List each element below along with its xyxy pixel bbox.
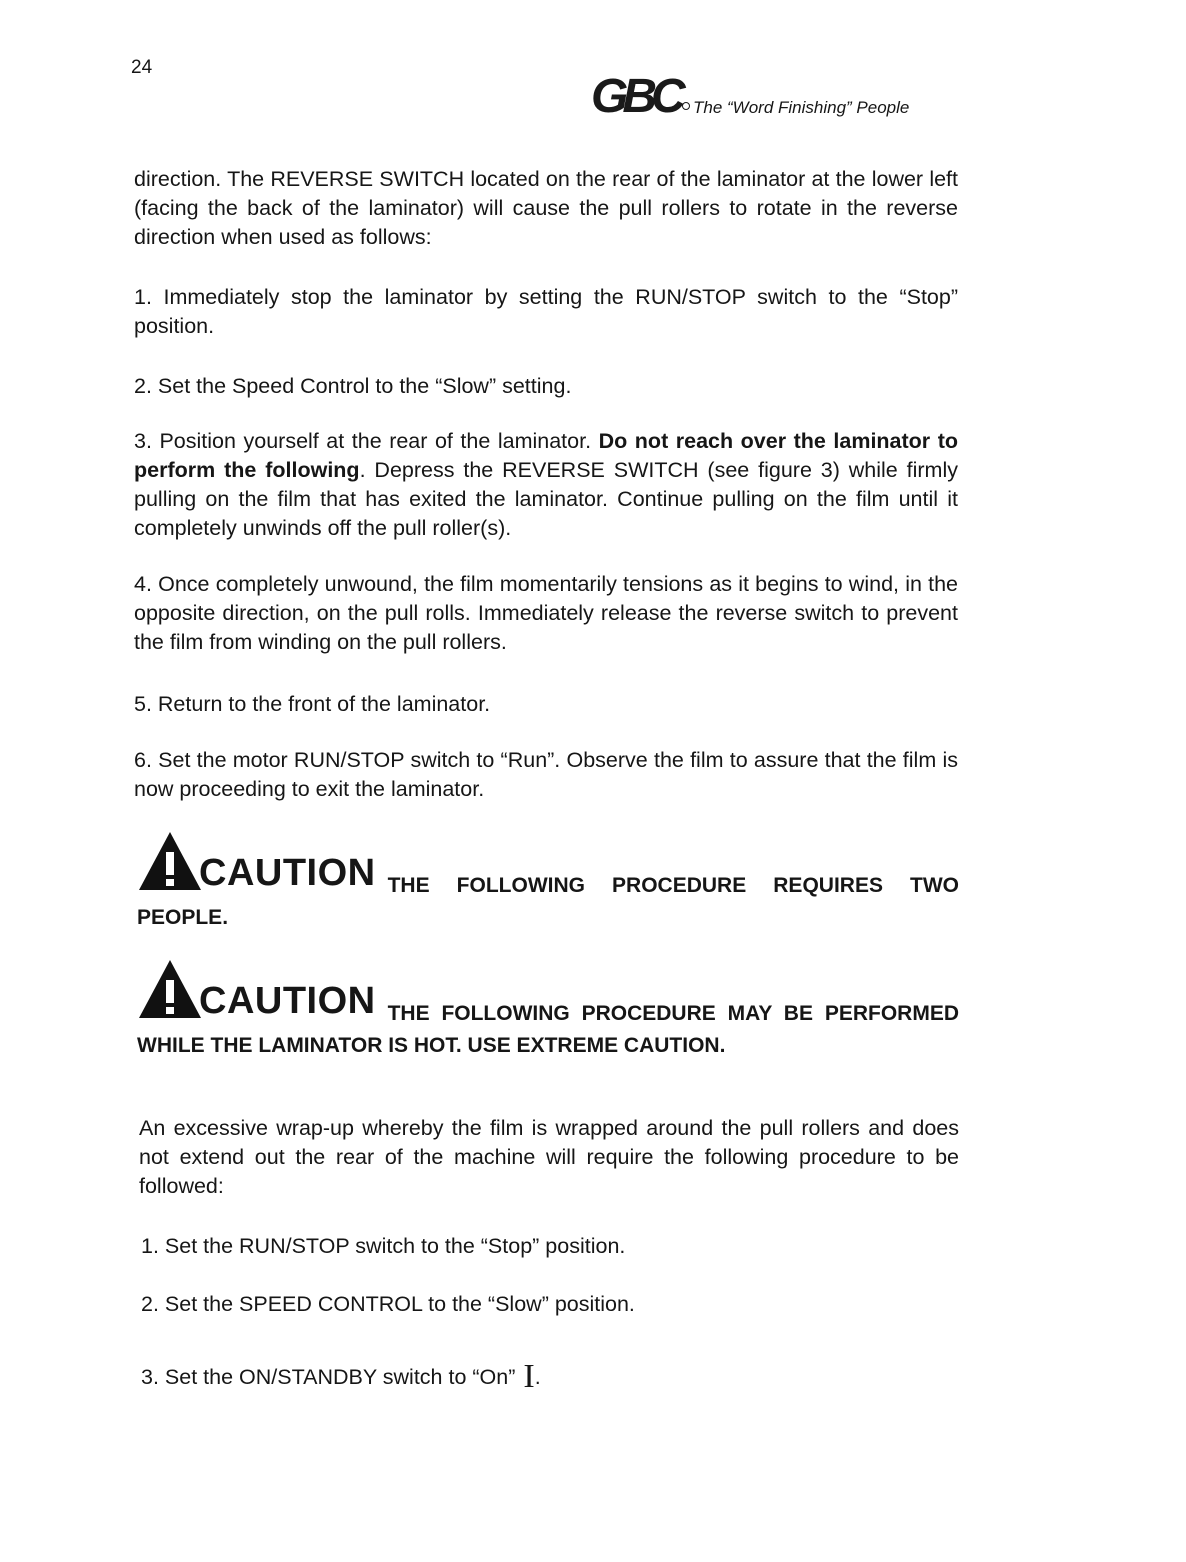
caution-label: CAUTION	[199, 852, 376, 894]
on-symbol: I	[523, 1358, 535, 1395]
page-number: 24	[131, 57, 153, 78]
caution-label: CAUTION	[199, 980, 376, 1022]
warning-triangle-icon	[137, 958, 203, 1020]
step-1: 1. Immediately stop the laminator by setting the RUN/STOP switch to the “Stop” position.	[134, 285, 958, 338]
step-3-warning: Do not reach over the laminator to perform the following	[134, 429, 959, 482]
caution-text: THE FOLLOWING PROCEDURE MAY BE PERFORMED WHILE THE LAMINATOR IS HOT. USE EXTREME CAUTION.	[137, 1002, 959, 1057]
step-4: 4. Once completely unwound, the film momentarily tensions as it begins to wind, in the opposite direction, on the pull rolls. Immediately release the reverse switch to prevent the film from winding on the pull rollers.	[134, 572, 958, 654]
wrapup-step-3: 3. Set the ON/STANDBY switch to “On” I.	[141, 1358, 541, 1395]
gbc-logo-icon	[591, 72, 691, 122]
step-2: 2. Set the Speed Control to the “Slow” setting.	[134, 374, 572, 398]
header-logo	[591, 72, 909, 122]
wrapup-step-1: 1. Set the RUN/STOP switch to the “Stop” position.	[141, 1234, 626, 1258]
wrapup-step-2: 2. Set the SPEED CONTROL to the “Slow” position.	[141, 1292, 635, 1316]
caution-two-people	[137, 830, 959, 934]
step-6: 6. Set the motor RUN/STOP switch to “Run”. Observe the film to assure that the film is now proceeding to exit the laminator.	[134, 748, 958, 801]
caution-hot-laminator	[137, 958, 959, 1062]
header-tagline: The “Word Finishing” People	[693, 98, 910, 117]
caution-text: THE FOLLOWING PROCEDURE REQUIRES TWO PEOPLE.	[137, 874, 959, 929]
warning-triangle-icon	[137, 830, 203, 892]
wrapup-intro-paragraph: An excessive wrap-up whereby the film is wrapped around the pull rollers and does not extend out the rear of the machine will require the following procedure to be followed:	[139, 1116, 959, 1198]
step-5: 5. Return to the front of the laminator.	[134, 692, 491, 716]
step-3: 3. Position yourself at the rear of the laminator. Do not reach over the laminator to perform the following. Depress the REVERSE SWITCH (see figure 3) while firmly pulling on the film that has exited the laminator. Continue pulling on the film until it completely unwinds off the pull roller(s).	[134, 429, 959, 540]
svg-text:GBC: GBC	[591, 72, 680, 122]
intro-paragraph: direction. The REVERSE SWITCH located on the rear of the laminator at the lower left (facing the back of the laminator) will cause the pull rollers to rotate in the reverse direction when used as follows:	[134, 167, 958, 249]
